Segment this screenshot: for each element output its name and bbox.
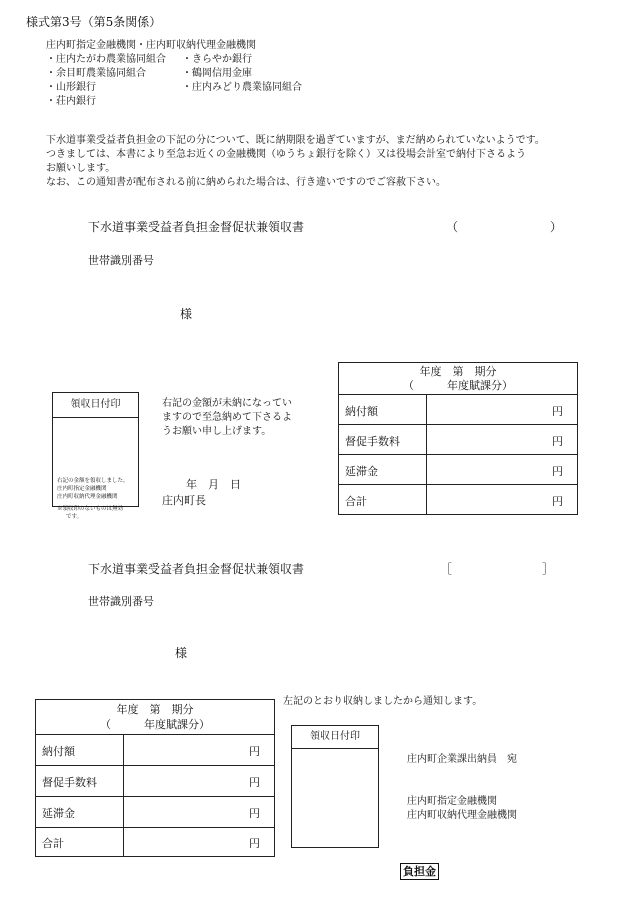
row-label: 督促手数料: [42, 776, 97, 789]
bank-left-4: ・荘内銀行: [46, 96, 96, 107]
bank-right-3: ・庄内みどり農業協同組合: [182, 82, 302, 93]
section1-paren-close: ）: [550, 220, 563, 234]
row-label: 延滞金: [345, 465, 378, 478]
section2-household-label: 世帯識別番号: [88, 595, 154, 608]
section2-title: 下水道事業受益者負担金督促状兼領収書: [88, 562, 305, 576]
section2-bracket-close: ］: [542, 562, 555, 576]
row-unit: 円: [552, 405, 563, 418]
table-row: [339, 425, 577, 455]
row-unit: 円: [249, 837, 260, 850]
section1-title: 下水道事業受益者負担金督促状兼領収書: [88, 220, 305, 234]
table-row: [36, 828, 274, 857]
table-row: [339, 395, 577, 425]
section1-stamp-title: 領収日付印: [53, 393, 138, 418]
section1-message-1: 右記の金額が未納になってい: [162, 398, 292, 409]
section1-message-2: ますので至急納めて下さるよ: [162, 412, 292, 423]
section2-amount-table: [35, 699, 275, 857]
row-label: 延滞金: [42, 807, 75, 820]
section1-paren-open: （: [446, 220, 459, 234]
section1-table-head-2: （ 年度賦課分）: [403, 379, 513, 392]
table-row: [36, 797, 274, 828]
section1-sama: 様: [180, 307, 193, 321]
section2-badge: 負担金: [400, 863, 439, 880]
notice-line-4: なお、この通知書が配布される前に納められた場合は、行き違いですのでご容赦下さい。: [46, 177, 446, 188]
notice-line-1: 下水道事業受益者負担金の下記の分について、既に納期限を過ぎていますが、まだ納められていないようです。: [46, 135, 545, 146]
bank-right-1: ・きらやか銀行: [182, 54, 252, 65]
section1-amount-table: [338, 362, 578, 515]
section1-stamp-note-4: ※領収印のないものは無効: [57, 506, 124, 512]
section1-date: 年 月 日: [186, 478, 241, 491]
section2-recipient: 庄内町企業課出納員 宛: [407, 754, 517, 765]
row-label: 納付額: [42, 745, 75, 758]
form-number: 様式第3号（第5条関係）: [26, 15, 162, 29]
row-label: 納付額: [345, 405, 378, 418]
section2-notify: 左記のとおり収納しましたから通知します。: [283, 696, 483, 707]
section1-stamp-note-5: です。: [66, 514, 83, 520]
section1-household-label: 世帯識別番号: [88, 254, 154, 267]
row-unit: 円: [249, 776, 260, 789]
section2-stamp-box: [291, 725, 379, 848]
section2-table-body: [36, 735, 274, 857]
section1-table-head-1: 年度 第 期分: [419, 365, 497, 378]
notice-line-2: つきましては、本書により至急お近くの金融機関（ゆうちょ銀行を除く）又は役場会計室で納付下さるよう: [46, 149, 526, 160]
table-row: [36, 735, 274, 766]
section2-stamp-title: 領収日付印: [292, 726, 378, 749]
section2-bracket-open: ［: [440, 562, 453, 576]
section1-message-3: うお願い申し上げます。: [162, 426, 272, 437]
section1-stamp-note-3: 庄内町収納代理金融機関: [57, 494, 118, 500]
bank-left-2: ・余目町農業協同組合: [46, 68, 146, 79]
banks-header: 庄内町指定金融機関・庄内町収納代理金融機関: [46, 40, 256, 51]
table-row: [339, 455, 577, 485]
section2-table-head: [36, 700, 274, 735]
table-row: [36, 766, 274, 797]
bank-left-3: ・山形銀行: [46, 82, 96, 93]
section2-bank-line-2: 庄内町収納代理金融機関: [407, 810, 517, 821]
section2-bank-line-1: 庄内町指定金融機関: [407, 796, 497, 807]
table-row: [339, 485, 577, 515]
row-unit: 円: [552, 435, 563, 448]
row-unit: 円: [249, 745, 260, 758]
section1-table-head: [339, 363, 577, 395]
row-unit: 円: [552, 495, 563, 508]
row-label: 督促手数料: [345, 435, 400, 448]
row-label: 合計: [42, 837, 64, 850]
section2-table-head-2: （ 年度賦課分）: [100, 718, 210, 731]
notice-line-3: お願いします。: [46, 163, 116, 174]
section2-sama: 様: [175, 646, 188, 660]
section1-stamp-note-2: 庄内町指定金融機関: [57, 486, 107, 492]
bank-left-1: ・庄内たがわ農業協同組合: [46, 54, 166, 65]
row-unit: 円: [249, 807, 260, 820]
row-unit: 円: [552, 465, 563, 478]
section1-table-body: [339, 395, 577, 515]
section2-table-head-1: 年度 第 期分: [116, 703, 194, 716]
section1-mayor: 庄内町長: [162, 494, 206, 507]
section1-stamp-note-1: 右記の金額を領収しました。: [57, 478, 129, 484]
row-label: 合計: [345, 495, 367, 508]
bank-right-2: ・鶴岡信用金庫: [182, 68, 252, 79]
